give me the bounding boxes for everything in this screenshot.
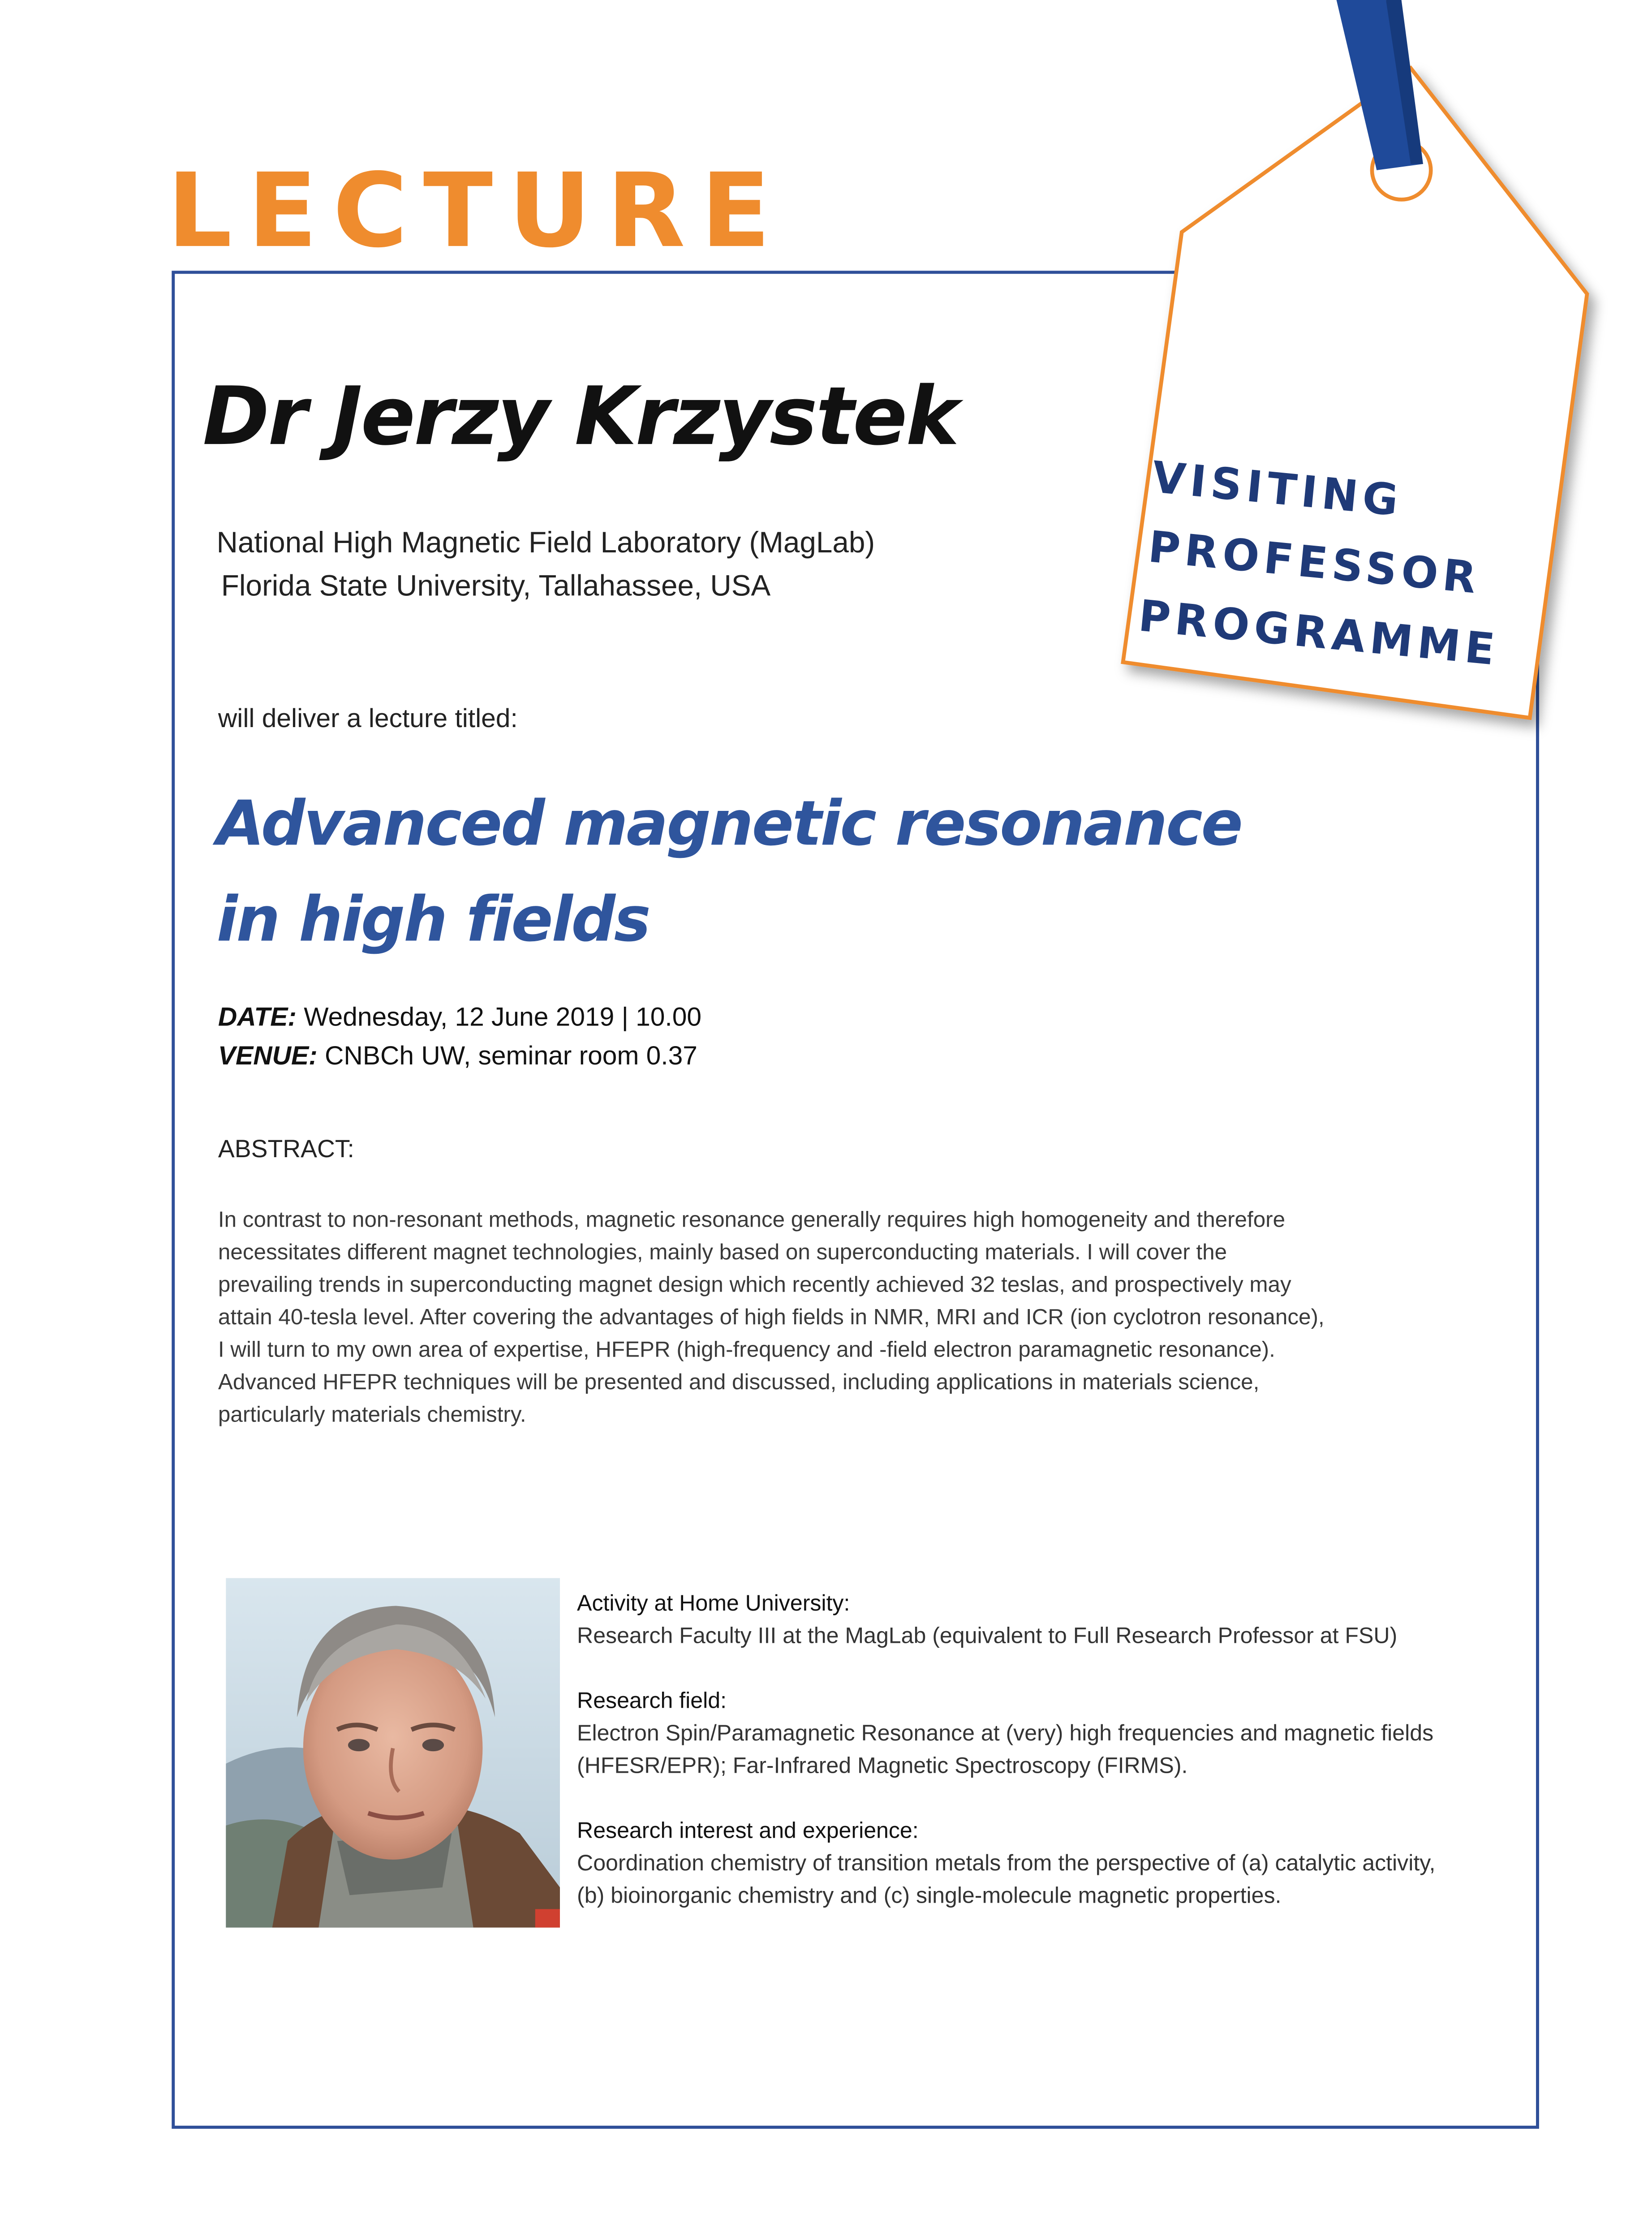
abstract-line: I will turn to my own area of expertise, HFEPR (high-frequency and -field electron paramagnetic resonance). <box>218 1338 1275 1363</box>
activity-heading: Activity at Home University: <box>577 1592 850 1617</box>
abstract-label: ABSTRACT: <box>218 1137 354 1163</box>
field-line: (HFESR/EPR); Far-Infrared Magnetic Spectroscopy (FIRMS). <box>577 1754 1188 1779</box>
affiliation-line-1: National High Magnetic Field Laboratory (MagLab) <box>216 527 875 560</box>
abstract-line: particularly materials chemistry. <box>218 1403 526 1428</box>
speaker-bio <box>577 1589 1528 1914</box>
tag-text <box>1136 443 1525 686</box>
tag-line-1: VISITING <box>1149 452 1405 527</box>
date-row <box>218 998 701 1036</box>
intro-text: will deliver a lecture titled: <box>218 704 518 733</box>
talk-title-line-1: Advanced magnetic resonance <box>216 789 1242 861</box>
field-line: Electron Spin/Paramagnetic Resonance at (very) high frequencies and magnetic fields <box>577 1722 1434 1747</box>
tag-line-3: PROGRAMME <box>1136 590 1501 676</box>
abstract-line: necessitates different magnet technologies, mainly based on superconducting materials. I will cover the <box>218 1241 1227 1266</box>
field-heading: Research field: <box>577 1689 727 1714</box>
venue-value: CNBCh UW, seminar room 0.37 <box>317 1041 697 1071</box>
interest-line: (b) bioinorganic chemistry and (c) single-molecule magnetic properties. <box>577 1884 1282 1909</box>
abstract-line: In contrast to non-resonant methods, magnetic resonance generally requires high homogeneity and therefore <box>218 1208 1286 1233</box>
date-value: Wednesday, 12 June 2019 | 10.00 <box>296 1002 702 1032</box>
event-details <box>218 998 701 1075</box>
venue-label: VENUE: <box>218 1041 318 1071</box>
speaker-photo <box>226 1578 560 1927</box>
talk-title <box>216 777 1268 969</box>
tag-line-2: PROFESSOR <box>1146 521 1483 604</box>
activity-text: Research Faculty III at the MagLab (equivalent to Full Research Professor at FSU) <box>577 1624 1398 1650</box>
affiliation-line-2: Florida State University, Tallahassee, USA <box>221 571 771 603</box>
abstract-line: attain 40-tesla level. After covering the advantages of high fields in NMR, MRI and ICR (ion cyclotron resonance), <box>218 1305 1325 1331</box>
abstract-body <box>218 1205 1456 1433</box>
interest-line: Coordination chemistry of transition metals from the perspective of (a) catalytic activity, <box>577 1852 1436 1877</box>
lecture-heading: LECTURE <box>167 161 792 263</box>
speaker-name: Dr Jerzy Krzystek <box>202 371 958 464</box>
speaker-portrait-image <box>226 1578 560 1927</box>
interest-heading: Research interest and experience: <box>577 1819 919 1844</box>
venue-row <box>218 1037 701 1075</box>
abstract-line: prevailing trends in superconducting magnet design which recently achieved 32 teslas, and prospectively may <box>218 1273 1291 1298</box>
date-label: DATE: <box>218 1002 297 1032</box>
speaker-affiliation <box>216 523 875 609</box>
talk-title-line-2: in high fields <box>216 885 650 956</box>
abstract-line: Advanced HFEPR techniques will be presented and discussed, including applications in materials science, <box>218 1370 1260 1396</box>
